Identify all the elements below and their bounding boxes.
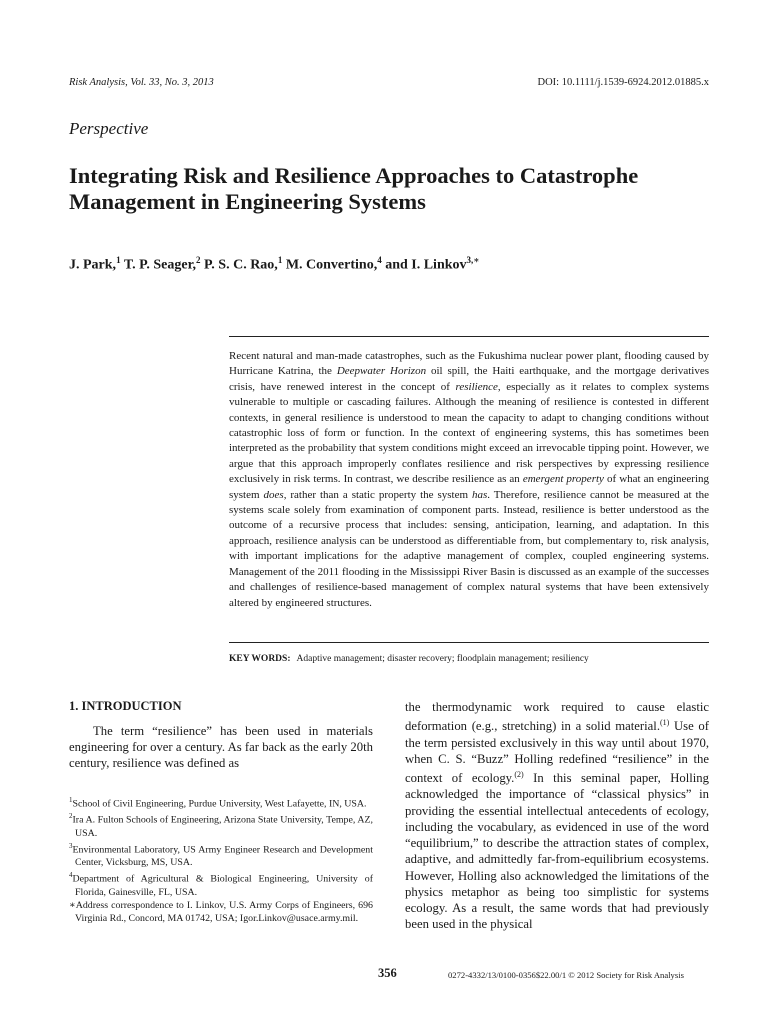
author: P. S. C. Rao, <box>204 257 278 273</box>
article-type: Perspective <box>69 119 149 138</box>
keywords-text: Adaptive management; disaster recovery; floodplain management; resiliency <box>296 654 589 664</box>
author: M. Convertino, <box>285 257 378 273</box>
reference-1[interactable]: (1) <box>660 718 670 728</box>
affiliation-mark: 2 <box>196 255 201 265</box>
keywords-label: KEY WORDS: <box>229 654 291 664</box>
section-heading: 1. INTRODUCTION <box>69 699 182 713</box>
page-number: 356 <box>378 966 397 980</box>
footnote: $^1$School of Civil Engineering, Purdue University, West Lafayette, IN, USA. <box>69 796 367 810</box>
copyright-line: 0272-4332/13/0100-0356$22.00/1 © 2012 Society for Risk Analysis <box>448 970 684 980</box>
footnote: $^2$Ira A. Fulton Schools of Engineering, Arizona State University, Tempe, AZ, USA. <box>69 812 373 839</box>
keywords <box>229 654 589 664</box>
footnote: $^3$Environmental Laboratory, US Army Engineer Research and Development Center, Vicksburg, MS, USA. <box>69 841 373 869</box>
footnotes <box>69 794 373 925</box>
affiliation-mark: 1 <box>116 255 121 265</box>
affiliation-mark: 3,∗ <box>466 255 480 265</box>
affiliation-mark: 4 <box>377 255 382 265</box>
affiliation-mark: 1 <box>277 255 283 265</box>
footnote: ∗Address correspondence to I. Linkov, U.S. Army Corps of Engineers, 696 Virginia Rd., Concord, MA 01742, USA; Igor.Linkov@usace.army.mil. <box>69 899 373 924</box>
author: and I. Linkov <box>385 257 467 273</box>
journal-citation: Risk Analysis, Vol. 33, No. 3, 2013 <box>69 77 214 88</box>
doi[interactable]: DOI: 10.1111/j.1539-6924.2012.01885.x <box>537 77 709 88</box>
intro-left-paragraph: The term “resilience” has been used in materials engineering for over a century. As far back as the early 20th century, resilience was defined as <box>69 724 373 771</box>
abstract-bottom-rule <box>229 642 709 643</box>
abstract-top-rule <box>229 336 709 337</box>
author-list <box>69 255 480 274</box>
reference-2[interactable]: (2) <box>514 770 524 780</box>
intro-right-column: the thermodynamic work required to cause elastic deformation (e.g., stretching) in a solid material.$^{(1)}$ Use of the term persisted exclusively in this way until about 1970, when C. S. “Buzz” Holling redefined “resilience” in the context of ecology.$^{(2)}$ In this seminal paper, Holling acknowledged the importance of “classical physics” in providing the essential intellectual antecedents of ecology, including the vocabulary, as evidenced in use of the word “equilibrium,” to describe the attraction states of complex, adaptive, and admittedly far-from-equilibrium ecosystems. However, Holling also acknowledged the limitations of the physics metaphor as being too simplistic for systems ecology. As a result, the same words that had previously been used in the physical <box>405 700 709 932</box>
article-title: Integrating Risk and Resilience Approaches to Catastrophe Management in Engineering Systems <box>69 163 639 214</box>
author: J. Park, <box>69 257 117 273</box>
footnote: $^4$Department of Agricultural & Biological Engineering, University of Florida, Gainesville, FL, USA. <box>69 871 373 898</box>
author: T. P. Seager, <box>123 257 197 273</box>
abstract: Recent natural and man-made catastrophes, such as the Fukushima nuclear power plant, flooding caused by Hurricane Katrina, the Deepwater Horizon oil spill, the Haiti earthquake, and the mortgage derivatives crisis, have renewed interest in the concept of resilience, especially as it relates to complex systems vulnerable to multiple or cascading failures. Although the meaning of resilience is contested in different contexts, in general resilience is understood to mean the capacity to adapt to changing conditions without catastrophic loss of form or function. In the context of engineering systems, this has sometimes been interpreted as the probability that system conditions might exceed an irrevocable tipping point. However, we argue that this approach improperly conflates resilience and risk perspectives by expressing resilience exclusively in risk terms. In contrast, we describe resilience as an emergent property of what an engineering system does, rather than a static property the system has. Therefore, resilience cannot be measured at the systems scale solely from examination of component parts. Instead, resilience is better understood as the outcome of a recursive process that includes: sensing, anticipation, learning, and adaptation. In this approach, resilience analysis can be understood as differentiable from, but complementary to, risk analysis, with important implications for the adaptive management of complex, coupled engineering systems. Management of the 2011 flooding in the Mississippi River Basin is discussed as an example of the successes and challenges of resilience-based management of complex natural systems that have been extensively altered by engineered structures. <box>229 350 710 609</box>
